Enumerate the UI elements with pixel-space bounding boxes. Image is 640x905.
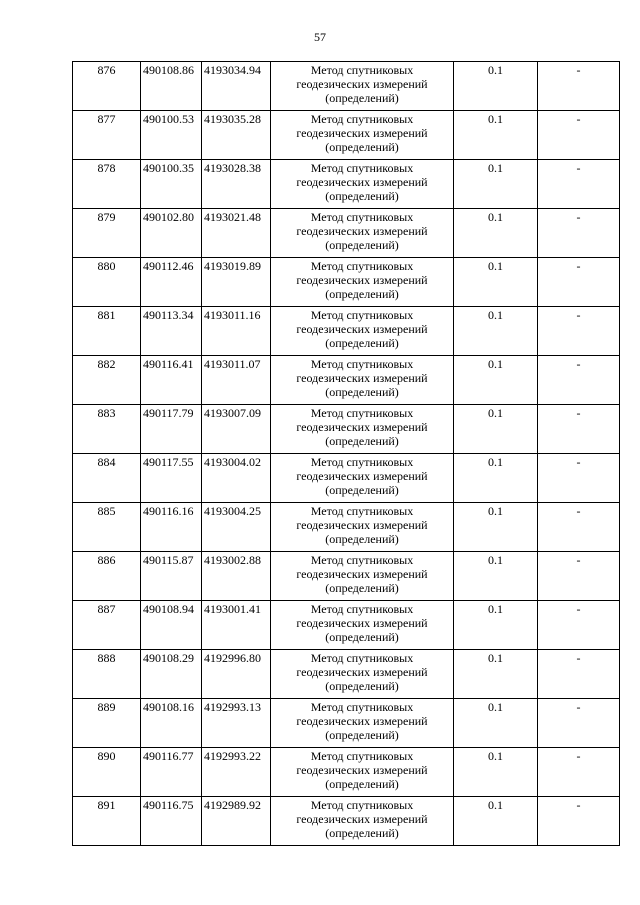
description-cell: -: [538, 601, 620, 650]
y-coordinate-cell: 4193004.02: [202, 454, 271, 503]
x-coordinate-cell: 490108.16: [141, 699, 202, 748]
y-coordinate-cell: 4193007.09: [202, 405, 271, 454]
description-cell: -: [538, 62, 620, 111]
point-number-cell: 886: [73, 552, 141, 601]
point-number-cell: 880: [73, 258, 141, 307]
accuracy-cell: 0.1: [454, 601, 538, 650]
method-line: (определений): [325, 679, 399, 693]
method-line: (определений): [325, 581, 399, 595]
method-line: Метод спутниковых: [310, 161, 414, 175]
coordinates-table: [72, 61, 620, 846]
description-cell: -: [538, 258, 620, 307]
method-line: (определений): [325, 189, 399, 203]
method-line: геодезических измерений: [296, 175, 428, 189]
method-cell: [271, 503, 454, 552]
method-cell: [271, 209, 454, 258]
table-row: [73, 356, 620, 405]
point-number-cell: 883: [73, 405, 141, 454]
point-number-cell: 882: [73, 356, 141, 405]
point-number-cell: 881: [73, 307, 141, 356]
method-line: геодезических измерений: [296, 714, 428, 728]
description-cell: -: [538, 552, 620, 601]
method-line: (определений): [325, 532, 399, 546]
point-number-cell: 879: [73, 209, 141, 258]
accuracy-cell: 0.1: [454, 650, 538, 699]
page-number: 57: [314, 30, 326, 44]
point-number-cell: 889: [73, 699, 141, 748]
method-line: Метод спутниковых: [310, 357, 414, 371]
x-coordinate-cell: 490116.77: [141, 748, 202, 797]
table-row: [73, 601, 620, 650]
accuracy-cell: 0.1: [454, 454, 538, 503]
method-line: Метод спутниковых: [310, 210, 414, 224]
method-line: геодезических измерений: [296, 420, 428, 434]
y-coordinate-cell: 4192993.13: [202, 699, 271, 748]
table-row: [73, 405, 620, 454]
accuracy-cell: 0.1: [454, 307, 538, 356]
table-row: [73, 111, 620, 160]
point-number-cell: 890: [73, 748, 141, 797]
x-coordinate-cell: 490100.35: [141, 160, 202, 209]
table-row: [73, 62, 620, 111]
point-number-cell: 877: [73, 111, 141, 160]
y-coordinate-cell: 4193021.48: [202, 209, 271, 258]
y-coordinate-cell: 4193035.28: [202, 111, 271, 160]
table-row: [73, 209, 620, 258]
method-line: геодезических измерений: [296, 469, 428, 483]
method-line: геодезических измерений: [296, 567, 428, 581]
x-coordinate-cell: 490108.86: [141, 62, 202, 111]
method-cell: [271, 307, 454, 356]
y-coordinate-cell: 4193004.25: [202, 503, 271, 552]
method-line: Метод спутниковых: [310, 455, 414, 469]
method-line: (определений): [325, 287, 399, 301]
accuracy-cell: 0.1: [454, 552, 538, 601]
y-coordinate-cell: 4193034.94: [202, 62, 271, 111]
method-line: Метод спутниковых: [310, 651, 414, 665]
method-line: (определений): [325, 630, 399, 644]
point-number-cell: 884: [73, 454, 141, 503]
method-line: Метод спутниковых: [310, 308, 414, 322]
x-coordinate-cell: 490113.34: [141, 307, 202, 356]
accuracy-cell: 0.1: [454, 797, 538, 846]
method-line: Метод спутниковых: [310, 406, 414, 420]
method-line: Метод спутниковых: [310, 602, 414, 616]
method-line: Метод спутниковых: [310, 798, 414, 812]
y-coordinate-cell: 4192993.22: [202, 748, 271, 797]
method-cell: [271, 650, 454, 699]
table-row: [73, 454, 620, 503]
x-coordinate-cell: 490100.53: [141, 111, 202, 160]
accuracy-cell: 0.1: [454, 160, 538, 209]
accuracy-cell: 0.1: [454, 748, 538, 797]
x-coordinate-cell: 490108.94: [141, 601, 202, 650]
method-line: Метод спутниковых: [310, 63, 414, 77]
accuracy-cell: 0.1: [454, 356, 538, 405]
method-line: Метод спутниковых: [310, 259, 414, 273]
accuracy-cell: 0.1: [454, 209, 538, 258]
method-line: геодезических измерений: [296, 518, 428, 532]
table-row: [73, 258, 620, 307]
method-line: (определений): [325, 483, 399, 497]
table-body: [73, 62, 620, 846]
accuracy-cell: 0.1: [454, 405, 538, 454]
method-line: (определений): [325, 385, 399, 399]
accuracy-cell: 0.1: [454, 503, 538, 552]
method-line: геодезических измерений: [296, 77, 428, 91]
method-cell: [271, 405, 454, 454]
method-line: геодезических измерений: [296, 812, 428, 826]
table-row: [73, 160, 620, 209]
method-cell: [271, 552, 454, 601]
method-line: Метод спутниковых: [310, 553, 414, 567]
table-row: [73, 307, 620, 356]
method-cell: [271, 111, 454, 160]
method-line: геодезических измерений: [296, 763, 428, 777]
y-coordinate-cell: 4193011.07: [202, 356, 271, 405]
accuracy-cell: 0.1: [454, 258, 538, 307]
point-number-cell: 878: [73, 160, 141, 209]
description-cell: -: [538, 307, 620, 356]
description-cell: -: [538, 454, 620, 503]
description-cell: -: [538, 356, 620, 405]
method-line: геодезических измерений: [296, 665, 428, 679]
method-line: (определений): [325, 728, 399, 742]
y-coordinate-cell: 4193001.41: [202, 601, 271, 650]
x-coordinate-cell: 490117.55: [141, 454, 202, 503]
method-line: (определений): [325, 91, 399, 105]
description-cell: -: [538, 797, 620, 846]
point-number-cell: 891: [73, 797, 141, 846]
method-line: (определений): [325, 336, 399, 350]
method-line: (определений): [325, 826, 399, 840]
method-cell: [271, 62, 454, 111]
x-coordinate-cell: 490116.41: [141, 356, 202, 405]
point-number-cell: 876: [73, 62, 141, 111]
x-coordinate-cell: 490112.46: [141, 258, 202, 307]
table-row: [73, 552, 620, 601]
table-row: [73, 650, 620, 699]
x-coordinate-cell: 490117.79: [141, 405, 202, 454]
method-cell: [271, 356, 454, 405]
point-number-cell: 888: [73, 650, 141, 699]
description-cell: -: [538, 650, 620, 699]
method-line: Метод спутниковых: [310, 749, 414, 763]
x-coordinate-cell: 490116.16: [141, 503, 202, 552]
y-coordinate-cell: 4192996.80: [202, 650, 271, 699]
table-row: [73, 699, 620, 748]
method-line: геодезических измерений: [296, 371, 428, 385]
description-cell: -: [538, 160, 620, 209]
description-cell: -: [538, 111, 620, 160]
method-cell: [271, 699, 454, 748]
method-line: Метод спутниковых: [310, 504, 414, 518]
accuracy-cell: 0.1: [454, 62, 538, 111]
table-row: [73, 748, 620, 797]
method-line: (определений): [325, 777, 399, 791]
x-coordinate-cell: 490102.80: [141, 209, 202, 258]
y-coordinate-cell: 4193028.38: [202, 160, 271, 209]
y-coordinate-cell: 4193002.88: [202, 552, 271, 601]
y-coordinate-cell: 4193011.16: [202, 307, 271, 356]
method-cell: [271, 258, 454, 307]
point-number-cell: 885: [73, 503, 141, 552]
method-cell: [271, 160, 454, 209]
table-row: [73, 503, 620, 552]
method-line: геодезических измерений: [296, 322, 428, 336]
point-number-cell: 887: [73, 601, 141, 650]
method-cell: [271, 454, 454, 503]
description-cell: -: [538, 748, 620, 797]
method-line: Метод спутниковых: [310, 700, 414, 714]
description-cell: -: [538, 699, 620, 748]
x-coordinate-cell: 490116.75: [141, 797, 202, 846]
method-line: геодезических измерений: [296, 126, 428, 140]
table-row: [73, 797, 620, 846]
method-line: (определений): [325, 434, 399, 448]
accuracy-cell: 0.1: [454, 111, 538, 160]
x-coordinate-cell: 490108.29: [141, 650, 202, 699]
method-line: геодезических измерений: [296, 224, 428, 238]
method-line: Метод спутниковых: [310, 112, 414, 126]
method-cell: [271, 601, 454, 650]
description-cell: -: [538, 209, 620, 258]
y-coordinate-cell: 4193019.89: [202, 258, 271, 307]
method-line: (определений): [325, 238, 399, 252]
method-line: геодезических измерений: [296, 616, 428, 630]
y-coordinate-cell: 4192989.92: [202, 797, 271, 846]
method-line: геодезических измерений: [296, 273, 428, 287]
method-line: (определений): [325, 140, 399, 154]
method-cell: [271, 748, 454, 797]
accuracy-cell: 0.1: [454, 699, 538, 748]
description-cell: -: [538, 405, 620, 454]
x-coordinate-cell: 490115.87: [141, 552, 202, 601]
description-cell: -: [538, 503, 620, 552]
method-cell: [271, 797, 454, 846]
